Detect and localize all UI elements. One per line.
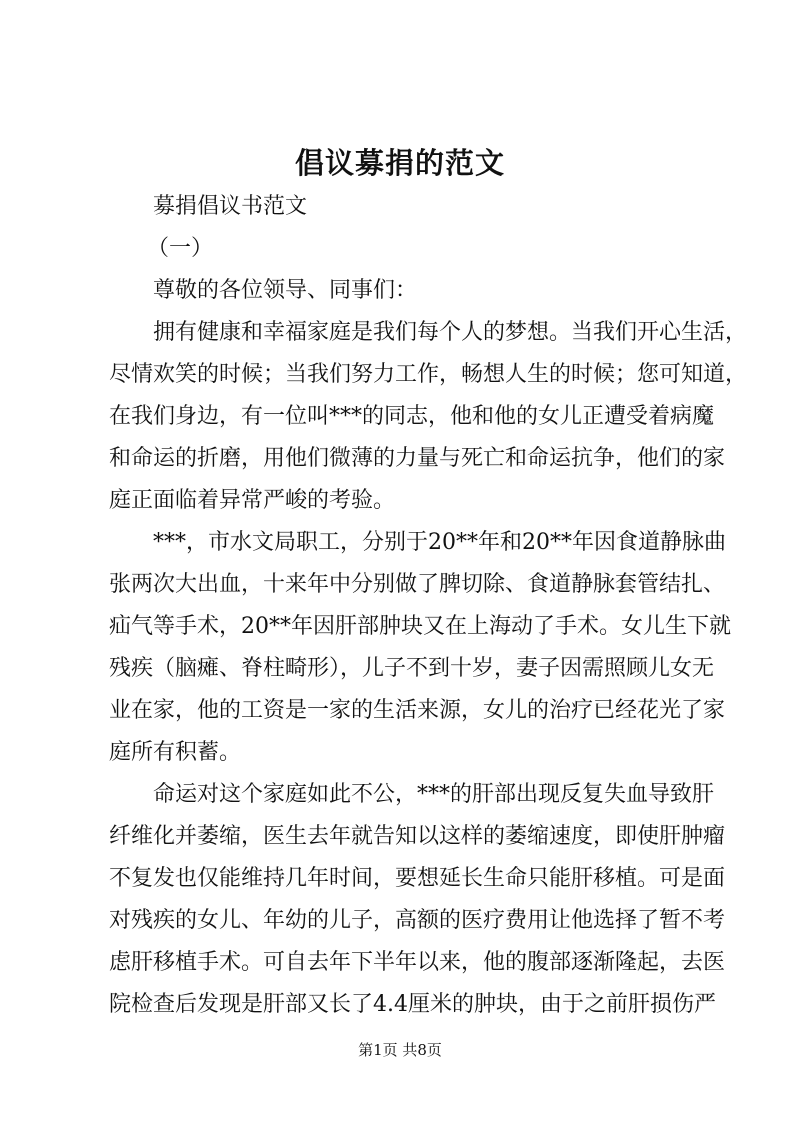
paragraph-line: 命运对这个家庭如此不公，***的肝部出现反复失血导致肝 [153, 782, 715, 807]
paragraph-2 [109, 522, 731, 774]
page-footer: 第1页 共8页 [358, 1041, 442, 1059]
paragraph-line: 疝气等手术，20**年因肝部肿块又在上海动了手术。女儿生下就 [109, 614, 731, 639]
paragraph-line: 拥有健康和幸福家庭是我们每个人的梦想。当我们开心生活， [153, 320, 748, 345]
document-title: 倡议募捐的范文 [294, 146, 505, 180]
salutation: 尊敬的各位领导、同事们： [153, 278, 418, 303]
paragraph-line: 尽情欢笑的时候；当我们努力工作，畅想人生的时候；您可知道， [109, 362, 748, 387]
paragraph-3 [109, 774, 726, 1026]
paragraph-line: 庭正面临着异常严峻的考验。 [109, 488, 396, 513]
paragraph-line: 和命运的折磨，用他们微薄的力量与死亡和命运抗争，他们的家 [109, 446, 726, 471]
paragraph-line: 院检查后发现是肝部又长了4.4厘米的肿块，由于之前肝损伤严 [109, 992, 716, 1017]
document-body [109, 186, 748, 1026]
paragraph-line: 残疾（脑瘫、脊柱畸形），儿子不到十岁，妻子因需照顾儿女无 [109, 656, 715, 681]
paragraph-1 [109, 312, 748, 522]
paragraph-line: 对残疾的女儿、年幼的儿子，高额的医疗费用让他选择了暂不考 [109, 908, 726, 933]
paragraph-line: 不复发也仅能维持几年时间，要想延长生命只能肝移植。可是面 [109, 866, 726, 891]
paragraph-line: 业在家，他的工资是一家的生活来源，女儿的治疗已经花光了家 [109, 698, 726, 723]
paragraph-line: 纤维化并萎缩，医生去年就告知以这样的萎缩速度，即使肝肿瘤 [109, 824, 726, 849]
paragraph-line: ***，市水文局职工，分别于20**年和20**年因食道静脉曲 [153, 530, 726, 555]
paragraph-line: 在我们身边，有一位叫***的同志，他和他的女儿正遭受着病魔 [109, 404, 715, 429]
paragraph-line: 张两次大出血，十来年中分别做了脾切除、食道静脉套管结扎、 [109, 572, 726, 597]
paragraph-line: 虑肝移植手术。可自去年下半年以来，他的腹部逐渐隆起，去医 [109, 950, 726, 975]
paragraph-line: 庭所有积蓄。 [109, 740, 242, 765]
section-mark: （一） [147, 236, 214, 261]
document-subtitle: 募捐倡议书范文 [153, 194, 308, 219]
